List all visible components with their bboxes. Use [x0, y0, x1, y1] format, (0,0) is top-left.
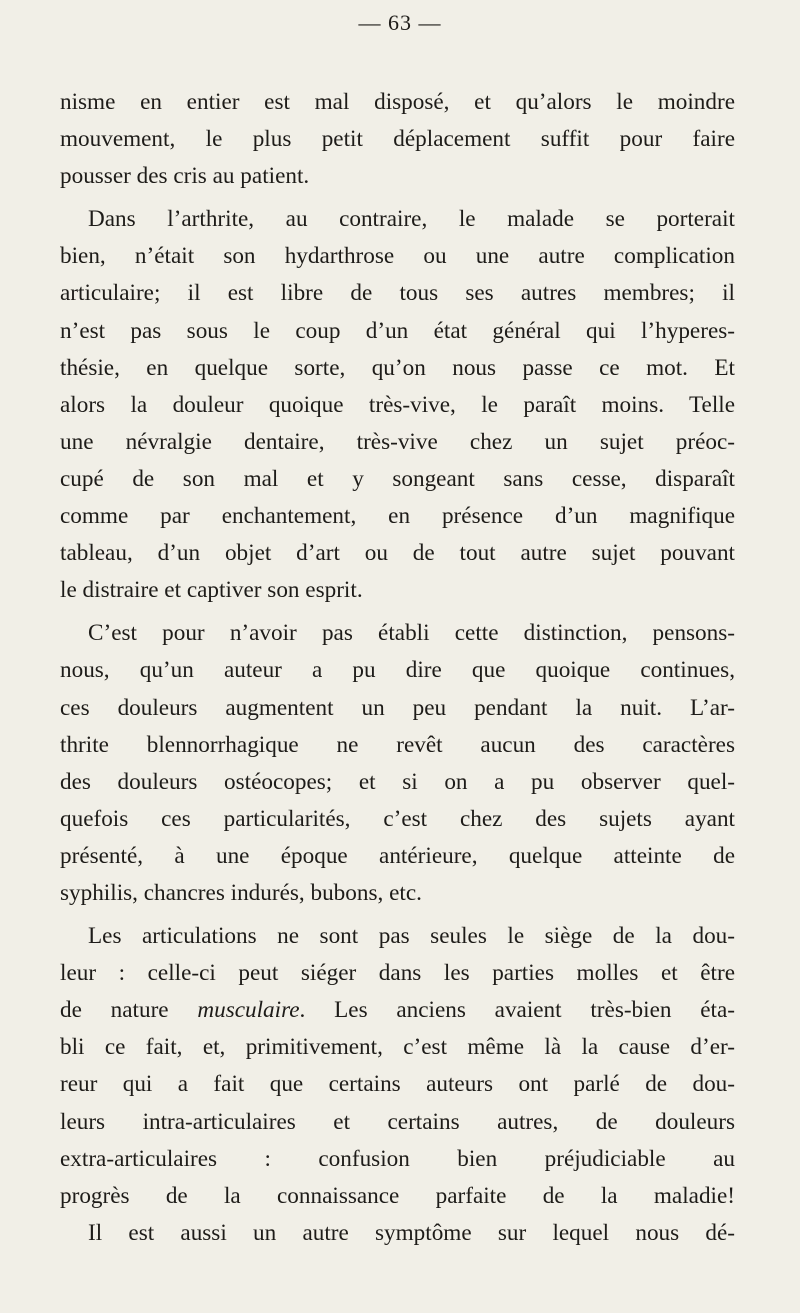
text-line: Les articulations ne sont pas seules le siège de la dou- [88, 923, 735, 950]
text-line: des douleurs ostéocopes; et si on a pu observer quel- [60, 768, 735, 795]
text-line: Il est aussi un autre symptôme sur lequel nous dé- [88, 1219, 735, 1246]
text-line: ces douleurs augmentent un peu pendant la nuit. L’ar- [60, 694, 735, 721]
text-line: quefois ces particularités, c’est chez des sujets ayant [60, 805, 735, 832]
paragraph [60, 84, 735, 195]
text-line: le distraire et captiver son esprit. [60, 577, 363, 604]
paragraph [60, 201, 735, 609]
text-line: nous, qu’un auteur a pu dire que quoique continues, [60, 657, 735, 684]
paragraph [60, 615, 735, 912]
text-line: une névralgie dentaire, très-vive chez un sujet préoc- [60, 428, 735, 455]
text-line: mouvement, le plus petit déplacement suffit pour faire [60, 126, 735, 153]
text-line: nisme en entier est mal disposé, et qu’alors le moindre [60, 89, 735, 115]
paragraph [60, 918, 735, 1252]
text-line: thrite blennorrhagique ne revêt aucun des caractères [60, 731, 735, 758]
text-line: cupé de son mal et y songeant sans cesse, disparaît [60, 465, 735, 492]
emphasis: musculaire [197, 997, 300, 1024]
text-line: thésie, en quelque sorte, qu’on nous passe ce mot. Et [60, 354, 735, 381]
text-line: n’est pas sous le coup d’un état général qui l’hyperes- [60, 317, 735, 344]
body-text [60, 84, 735, 1252]
text-line: extra-articulaires : confusion bien préjudiciable au [60, 1145, 735, 1172]
text-line: articulaire; il est libre de tous ses autres membres; il [60, 280, 735, 307]
text-line: pousser des cris au patient. [60, 163, 310, 190]
text-line: bli ce fait, et, primitivement, c’est même là la cause d’er- [60, 1034, 735, 1061]
text-line: syphilis, chancres indurés, bubons, etc. [60, 879, 422, 906]
text-line: progrès de la connaissance parfaite de la maladie! [60, 1182, 735, 1209]
text-line: Dans l’arthrite, au contraire, le malade se porterait [88, 206, 735, 233]
text-line: tableau, d’un objet d’art ou de tout autre sujet pouvant [60, 540, 735, 567]
page-number: — 63 — [358, 10, 442, 35]
text-line: alors la douleur quoique très-vive, le paraît moins. Telle [60, 391, 735, 418]
text-line: C’est pour n’avoir pas établi cette distinction, pensons- [88, 620, 735, 647]
text-line: leurs intra-articulaires et certains autres, de douleurs [60, 1108, 735, 1135]
text-line: de nature musculaire. Les anciens avaient très-bien éta- [60, 997, 735, 1024]
text-line: reur qui a fait que certains auteurs ont parlé de dou- [60, 1071, 735, 1098]
text-line: comme par enchantement, en présence d’un magnifique [60, 503, 735, 530]
text-line: leur : celle-ci peut siéger dans les parties molles et être [60, 960, 735, 987]
text-line: bien, n’était son hydarthrose ou une autre complication [60, 243, 735, 270]
text-line: présenté, à une époque antérieure, quelque atteinte de [60, 842, 735, 869]
